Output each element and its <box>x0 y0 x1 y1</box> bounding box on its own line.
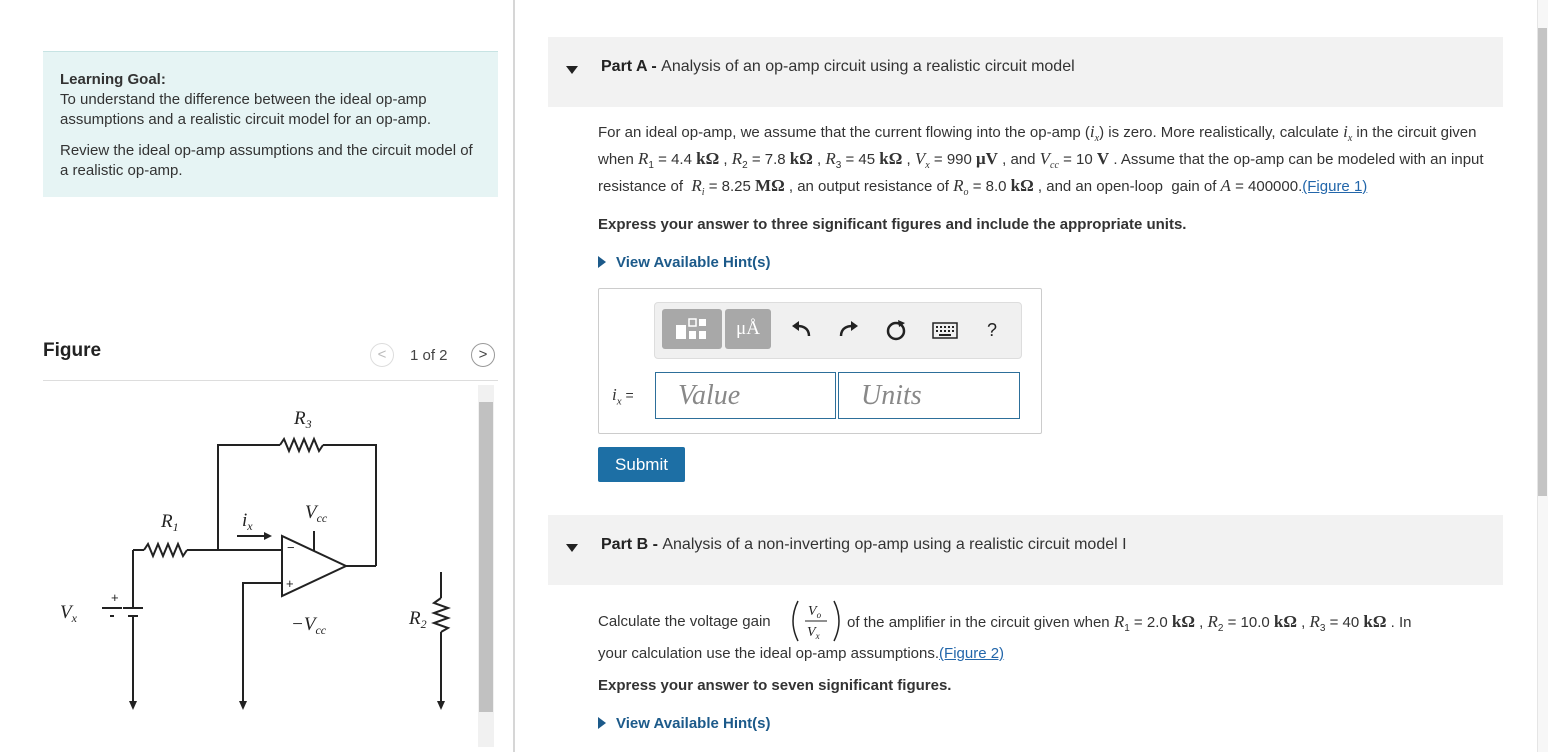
learning-goal-text: To understand the difference between the ideal op-amp assumptions and a realistic circuit model for an op-amp. <box>60 91 432 128</box>
part-a-title: Part A - Analysis of an op-amp circuit using a realistic circuit model <box>601 58 1075 75</box>
templates-button[interactable] <box>662 309 722 349</box>
part-a-hints-toggle[interactable]: View Available Hint(s) <box>598 254 771 271</box>
battery-plus-sign: + <box>111 590 119 605</box>
gain-fraction <box>790 598 842 644</box>
column-divider[interactable] <box>513 0 515 752</box>
figure-2-link[interactable]: (Figure 2) <box>939 645 1005 662</box>
part-b-header[interactable] <box>548 515 1503 585</box>
part-b-question-line1: Calculate the voltage gain $V_o$ $V_x$ of the amplifier in the circuit given when $R_1 = 2.0$ kΩ , $R_2 = 10.0$ kΩ , $R_3 = 40$ kΩ . In <box>598 598 1508 644</box>
r3-label: $R_3$ <box>294 408 312 431</box>
neg-vcc-label: $-V_{cc}$ <box>291 614 327 637</box>
undo-icon[interactable] <box>790 318 812 342</box>
part-b-hints-toggle[interactable]: View Available Hint(s) <box>598 715 771 732</box>
next-figure-button[interactable]: > <box>471 343 495 367</box>
part-b-instruction: Express your answer to seven significant figures. <box>598 677 952 694</box>
plus-sign: + <box>286 576 294 591</box>
expand-triangle-icon <box>598 717 606 729</box>
page-scrollbar-thumb[interactable] <box>1538 28 1547 496</box>
prev-figure-button[interactable]: < <box>370 343 394 367</box>
units-button[interactable]: μÅ <box>725 309 771 349</box>
units-input[interactable]: Units <box>838 372 1020 419</box>
part-a-instruction: Express your answer to three significant figures and include the appropriate units. <box>598 216 1187 233</box>
figure-1-link[interactable]: (Figure 1) <box>1302 178 1368 195</box>
learning-goal-box <box>43 51 498 197</box>
part-b-question-line2: your calculation use the ideal op-amp assumptions.(Figure 2) <box>598 645 1005 662</box>
r1-label: $R_1$ <box>161 511 179 534</box>
templates-icon <box>662 309 722 349</box>
expand-triangle-icon <box>598 256 606 268</box>
collapse-triangle-icon[interactable] <box>566 544 578 552</box>
ix-label: $i_x$ <box>242 510 253 533</box>
circuit-figure <box>43 390 476 752</box>
minus-sign: − <box>287 540 295 555</box>
part-b-title: Part B - Analysis of a non-inverting op-amp using a realistic circuit model I <box>601 536 1127 553</box>
figure-title: Figure <box>43 340 102 361</box>
r2-label: $R_2$ <box>409 608 427 631</box>
collapse-triangle-icon[interactable] <box>566 66 578 74</box>
figure-divider <box>43 380 498 381</box>
svg-text:Vo: $V_o$ <box>808 604 822 620</box>
part-a-question: For an ideal op-amp, we assume that the current flowing into the op-amp $(i_x)$ is zero. More realistically, calculate $i_x$ in the circuit given when $R_1 = 4.4$ kΩ , $R_2 = 7.8$ kΩ , $R_3 = 45$ kΩ , $V_x = 990$ μV , and $V_{cc} = 10$ V . Assume that the op-amp can be modeled with an input resistance of $R_i = 8.25$ MΩ , an output resistance of $R_o = 8.0$ kΩ , and an open-loop gain of A = 400000.(Figure 1) <box>598 122 1484 198</box>
keyboard-icon[interactable] <box>932 322 958 340</box>
learning-goal-label: Learning Goal: <box>60 71 166 88</box>
reset-icon[interactable] <box>884 318 908 342</box>
part-a-header[interactable] <box>548 37 1503 107</box>
redo-icon[interactable] <box>838 318 860 342</box>
answer-variable-label: $i_x$ = <box>612 385 634 408</box>
submit-button[interactable]: Submit <box>598 447 685 482</box>
learning-goal-review: Review the ideal op-amp assumptions and the circuit model of a realistic op-amp. <box>60 142 473 179</box>
value-input[interactable]: Value <box>655 372 836 419</box>
figure-page-indicator: 1 of 2 <box>410 347 448 364</box>
svg-text:Vx: $V_x$ <box>807 625 820 641</box>
help-button[interactable]: ? <box>987 320 998 340</box>
vcc-label: $V_{cc}$ <box>305 502 328 525</box>
vx-label: $V_x$ <box>60 602 77 625</box>
figure-scrollbar-thumb[interactable] <box>479 402 493 712</box>
